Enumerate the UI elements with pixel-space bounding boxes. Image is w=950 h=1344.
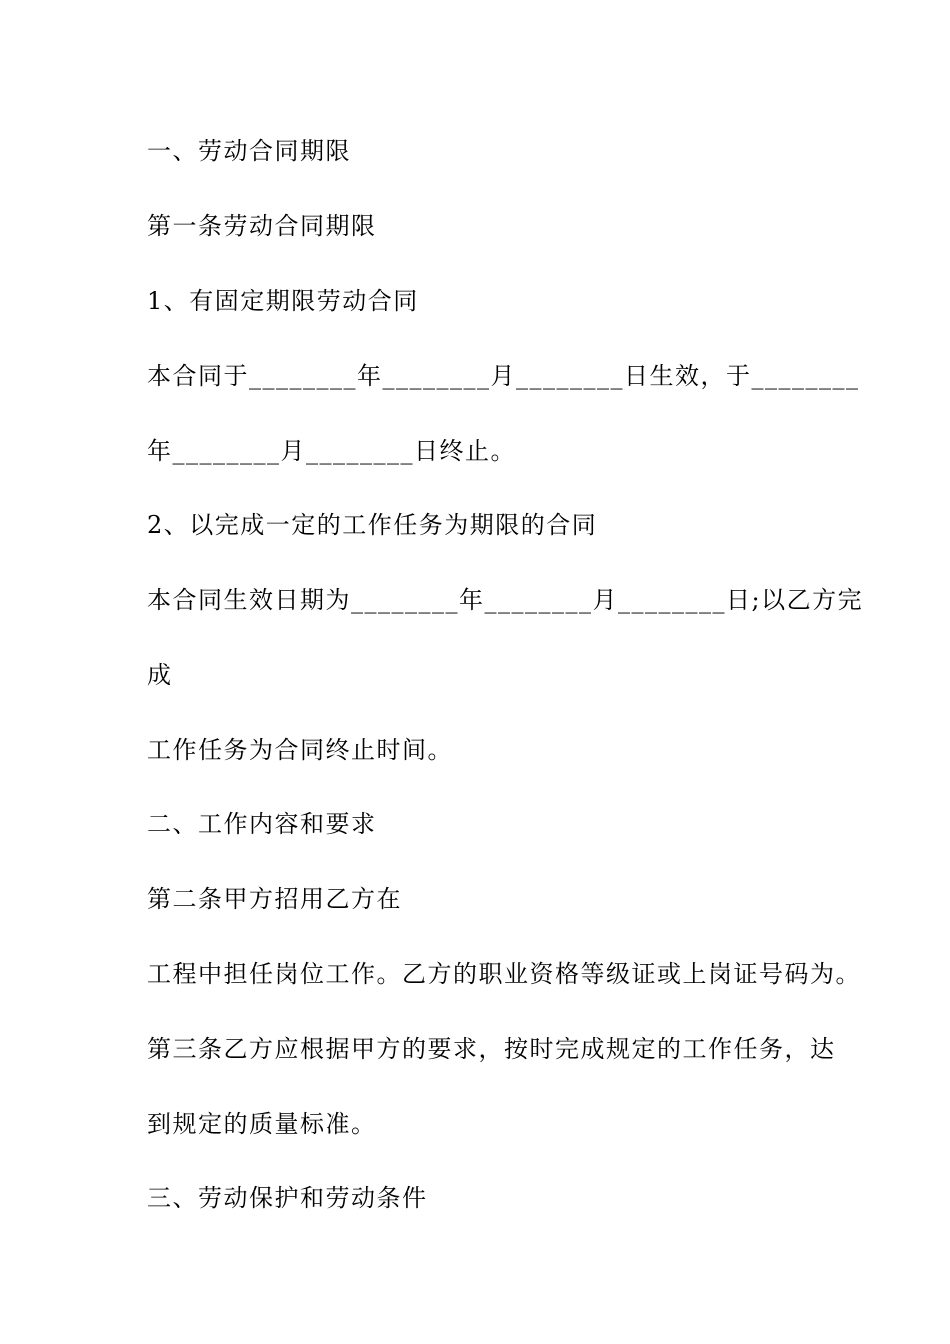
- section-heading-3: 三、劳动保护和劳动条件: [147, 1184, 428, 1212]
- article-3-line-2: 到规定的质量标准。: [147, 1110, 377, 1138]
- section-heading-2: 二、工作内容和要求: [147, 810, 377, 838]
- article-1-title: 第一条劳动合同期限: [147, 212, 377, 240]
- clause-1-text-line-1: 本合同于________年________月________日生效，于________: [147, 362, 860, 390]
- article-2-line-1: 第二条甲方招用乙方在: [147, 885, 402, 913]
- clause-1-text-line-2: 年________月________日终止。: [147, 437, 516, 465]
- section-heading-1: 一、劳动合同期限: [147, 137, 351, 165]
- clause-2-text-line-3: 工作任务为合同终止时间。: [147, 736, 453, 764]
- article-2-line-2: 工程中担任岗位工作。乙方的职业资格等级证或上岗证号码为。: [147, 960, 861, 988]
- clause-2-text-line-2: 成: [147, 661, 173, 689]
- article-3-line-1: 第三条乙方应根据甲方的要求，按时完成规定的工作任务，达: [147, 1035, 836, 1063]
- clause-2-title: 2、以完成一定的工作任务为期限的合同: [147, 511, 598, 539]
- clause-2-text-line-1: 本合同生效日期为________年________月________日;以乙方完: [147, 586, 864, 614]
- clause-1-title: 1、有固定期限劳动合同: [147, 287, 419, 315]
